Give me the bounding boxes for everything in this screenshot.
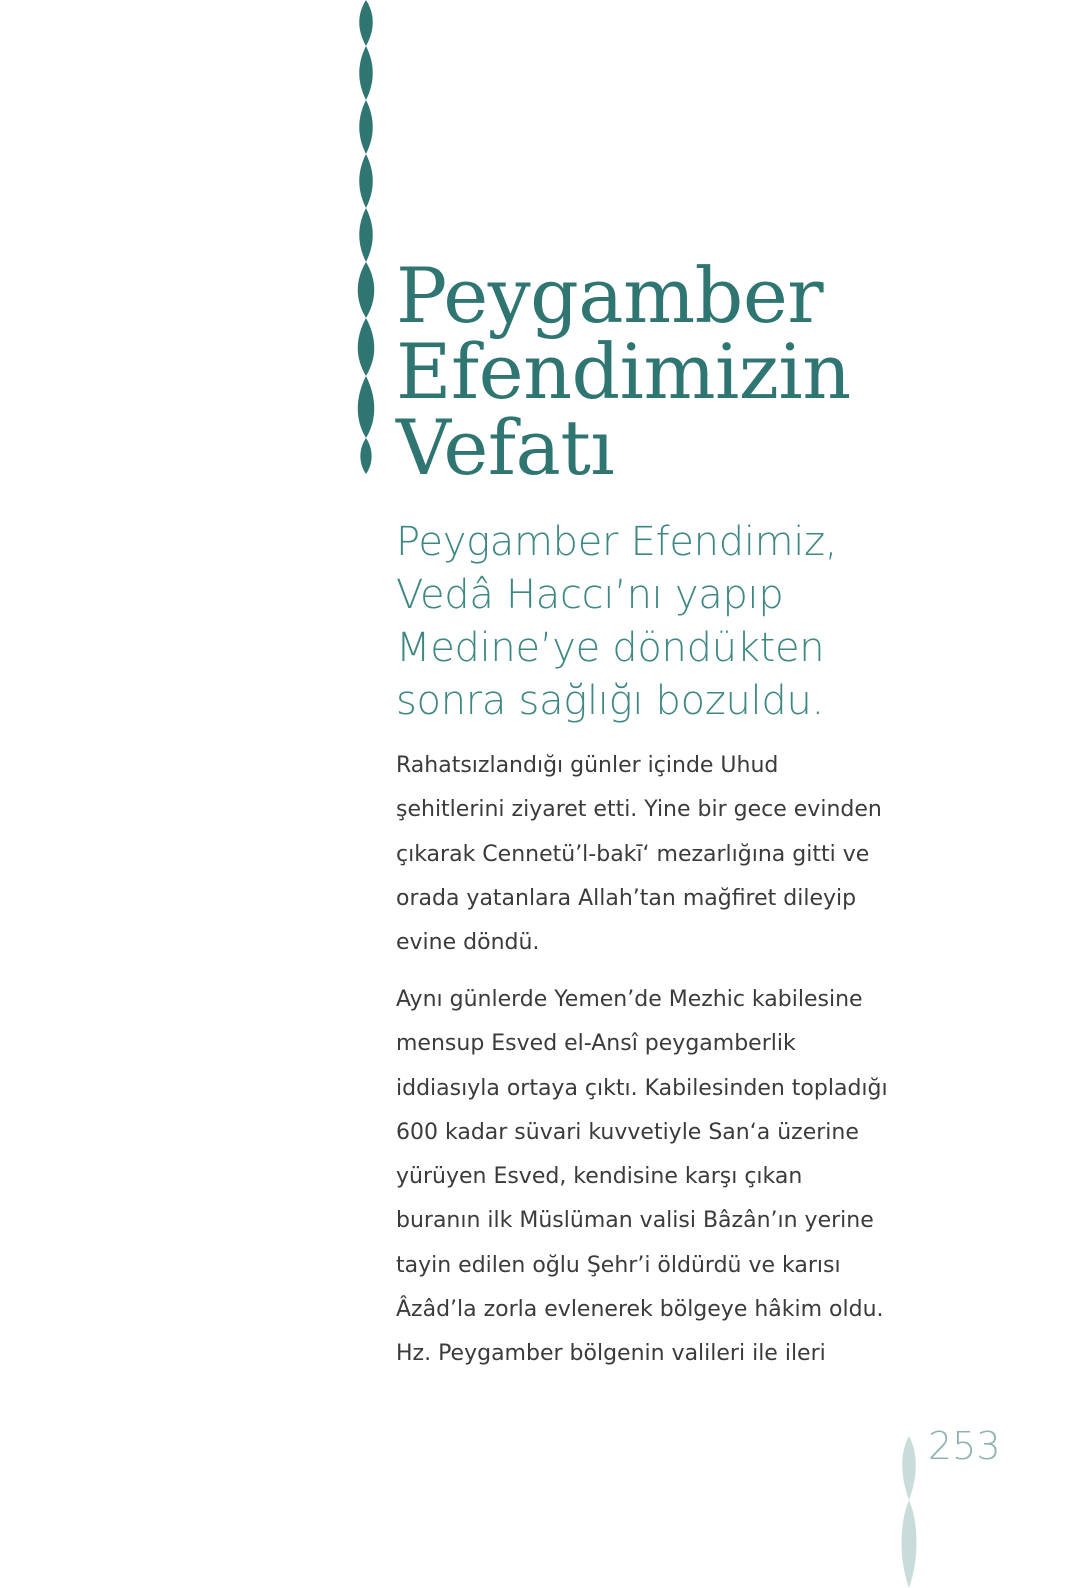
body-paragraph-1 (396, 744, 896, 965)
body-paragraph-2 (396, 978, 896, 1377)
body-line: Âzâd’la zorla evlenerek bölgeye hâkim oldu. (396, 1297, 884, 1323)
lead-line: Medine’ye döndükten (396, 625, 825, 671)
body-line: Hz. Peygamber bölgenin valileri ile ileri (396, 1341, 826, 1367)
body-line: Rahatsızlandığı günler içinde Uhud (396, 753, 779, 778)
body-line: tayin edilen oğlu Şehr’i öldürdü ve karısı (396, 1252, 841, 1278)
body-line: Aynı günlerde Yemen’de Mezhic kabilesine (396, 987, 863, 1012)
lead-paragraph (396, 516, 856, 728)
body-line: 600 kadar süvari kuvvetiyle San‘a üzerine (396, 1119, 859, 1145)
vertical-ornament-icon (352, 0, 380, 480)
body-line: buranın ilk Müslüman valisi Bâzân’ın yerine (396, 1208, 874, 1234)
body-line: mensup Esved el-Ansî peygamberlik (396, 1031, 796, 1057)
body-line: şehitlerini ziyaret etti. Yine bir gece evinden (396, 797, 882, 823)
body-line: çıkarak Cennetü’l-bakī‘ mezarlığına gitti ve (396, 841, 870, 867)
page-number: 253 (928, 1424, 1001, 1468)
body-line: yürüyen Esved, kendisine karşı çıkan (396, 1164, 803, 1190)
lead-line: sonra sağlığı bozuldu. (396, 678, 824, 724)
chapter-title-line: Efendimizin (396, 327, 851, 416)
body-line: orada yatanlara Allah’tan mağfiret dileyip (396, 885, 857, 911)
chapter-title-line: Vefatı (396, 403, 615, 492)
chapter-title (396, 251, 851, 492)
body-line: evine döndü. (396, 930, 540, 956)
page-ornament-icon (898, 1436, 920, 1588)
lead-line: Vedâ Haccı’nı yapıp (396, 572, 784, 618)
lead-line: Peygamber Efendimiz, (396, 519, 838, 565)
chapter-title-line: Peygamber (396, 251, 824, 340)
body-line: iddiasıyla ortaya çıktı. Kabilesinden topladığı (396, 1075, 888, 1101)
